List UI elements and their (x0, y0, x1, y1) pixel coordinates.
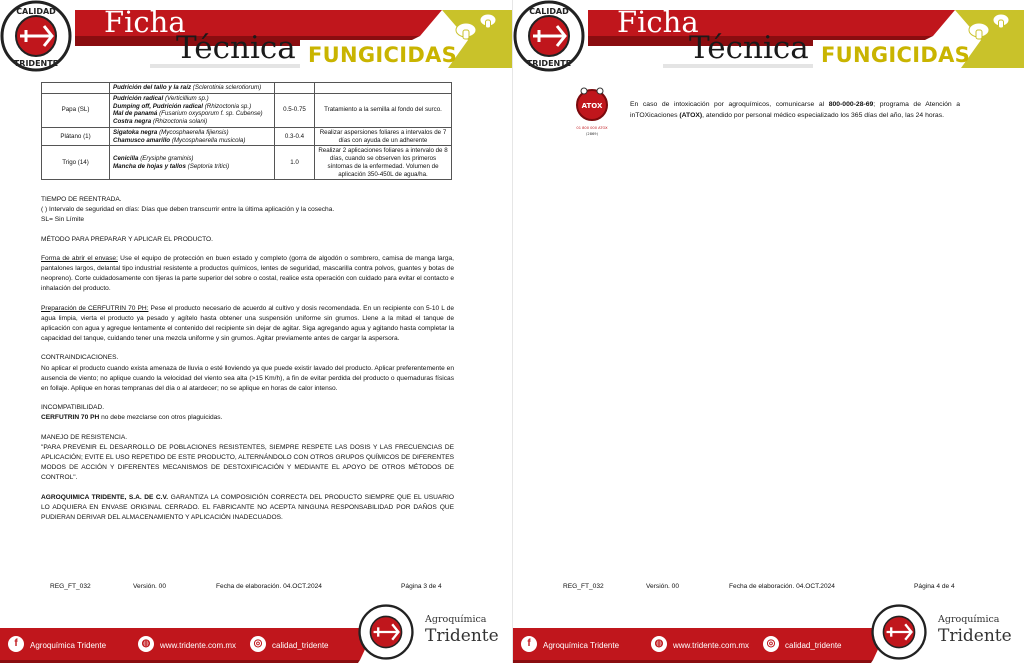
table-row (42, 127, 452, 146)
reentry-line-1: ( ) Intervalo de seguridad en días: Días que deben transcurrir entre la última aplicación y la cosecha. (41, 206, 335, 214)
contra-text: No aplicar el producto cuando exista amenaza de lluvia o esté lloviendo ya que puede existir lavado del producto. Aplicar preferentemente en ausencia de viento; no aplique cuando la velocidad del viento sea alta (>15 Km/h), a fin de evitar perdida del producto o quemaduras físicas en follaje. Aplique en horas tempranas del día o al atardecer; no se aplique en horas de calor intenso. (41, 364, 454, 393)
elaboration-date: Fecha de elaboración. 04.OCT.2024 (216, 583, 322, 590)
footer-logo-icon (871, 604, 927, 660)
crop-cell (42, 83, 110, 94)
open-paragraph (41, 254, 454, 295)
instagram-link[interactable]: calidad_tridente (272, 641, 329, 650)
guarantee-paragraph (41, 493, 454, 524)
incompat-title: INCOMPATIBILIDAD. (41, 404, 105, 412)
resist-text: "PARA PREVENIR EL DESARROLLO DE POBLACIONES RESISTENTES, SIEMPRE RESPETE LAS DOSIS Y LAS FRECUENCIAS DE APLICACIÓN; EVITE EL USO REPETIDO DE ESTE PRODUCTO, ALTERNÁNDOLO CON OTROS GRUPOS QUÍMICOS DE DIFERENTES MODOS DE ACCIÓN Y DIFERENTES MECANISMOS DE DESTOXIFICACIÓN Y MEDIANTE EL APOYO DE OTROS MÉTODOS DE CONTROL". (41, 443, 454, 482)
resist-title: MANEJO DE RESISTENCIA. (41, 433, 128, 441)
atox-paragraph: En caso de intoxicación por agroquímicos, comunicarse al 800-000-28-69; programa de Atención a inTOXicaciones (ATOX), atendido por personal médico especializado los 365 días del año, las 24 horas. (630, 101, 960, 119)
title-tecnica: Técnica (689, 30, 809, 66)
footer-logo-icon (358, 604, 414, 660)
version: Versión. 00 (133, 583, 167, 590)
dosage-table (41, 82, 452, 180)
crop-cell: Plátano (1) (42, 127, 110, 146)
table-row (42, 146, 452, 180)
instagram-icon[interactable]: ◎ (250, 636, 266, 652)
incompat-text: no debe mezclarse con otros plaguicidas. (99, 414, 223, 422)
open-label: Forma de abrir el envase: (41, 254, 118, 262)
disease-cell: Sigatoka negra (Mycosphaerella fijiensis) Chamusco amarillo (Mycosphaerella musicola) (110, 127, 275, 146)
page-header (513, 0, 1024, 78)
page-number: Página 4 de 4 (914, 583, 955, 590)
version: Versión. 00 (646, 583, 680, 590)
title-tecnica: Técnica (176, 30, 296, 66)
atox-badge-digits: (2869) (586, 132, 598, 136)
title-ficha: Ficha (617, 5, 699, 39)
guarantee-text: GARANTIZA LA COMPOSICIÓN CORRECTA DEL PRODUCTO SIEMPRE QUE EL USUARIO LO ADQUIERA EN ENVASE ORIGINAL CERRADO. EL FABRICANTE NO ACEPTA NINGUNA RESPONSABILIDAD POR DAÑOS QUE PUDIERAN DERIVAR DEL ALMACENAMIENTO Y APLICACIÓN INADECUADOS. (41, 493, 455, 522)
method-title: MÉTODO PARA PREPARAR Y APLICAR EL PRODUCTO. (41, 235, 213, 243)
disease-cell: Pudrición del tallo y la raíz (Sclerotinia sclerotiorum) (110, 83, 275, 94)
website-link[interactable]: www.tridente.com.mx (160, 641, 237, 650)
guarantee-company: AGROQUIMICA TRIDENTE, S.A. DE C.V. (41, 493, 169, 501)
page-number: Página 3 de 4 (401, 583, 442, 590)
notes-cell (315, 83, 452, 94)
prep-text: Pese el producto necesario de acuerdo al cultivo y dosis recomendada. En un recipiente con 5-10 L de agua limpia, vierta el producto ya pesado y agítelo hasta obtener una suspensión uniforme sin grumos. Llene a la mitad el tanque de aplicación con agua y agregue lentamente el contenido del recipiente sin dejar de agitar. Siga agregando agua y agitando hasta completar la capacidad del tanque, cuidando tener una mezcla uniforme y sin grumos. Agitar previamente antes de cargar la aspersora. (41, 304, 454, 343)
reg-code: REG_FT_032 (563, 583, 604, 590)
globe-icon[interactable]: ◍ (651, 636, 667, 652)
prep-paragraph (41, 304, 454, 345)
prep-label: Preparación de CERFUTRIN 70 PH: (41, 304, 149, 312)
notes-cell: Tratamiento a la semilla al fondo del surco. (315, 93, 452, 127)
table-row (42, 83, 452, 94)
brand-top: Agroquímica (938, 614, 1000, 625)
website-link[interactable]: www.tridente.com.mx (673, 641, 750, 650)
reentry-title: TIEMPO DE REENTRADA. (41, 196, 122, 203)
instagram-icon[interactable]: ◎ (763, 636, 779, 652)
contra-title: CONTRAINDICACIONES. (41, 354, 119, 362)
disease-cell: Pudrición radical (Verticillium sp.) Dumping off, Pudrición radical (Rhizoctonia sp.) Mal de panamá (Fusarium oxysporum f. sp. Cubense) Costra negra (Rhizoctonia solani) (110, 93, 275, 127)
title-ficha: Ficha (104, 5, 186, 39)
table-row (42, 93, 452, 127)
reentry-line-2: SL= Sin Límite (41, 216, 85, 224)
elaboration-date: Fecha de elaboración. 04.OCT.2024 (729, 583, 835, 590)
reg-code: REG_FT_032 (50, 583, 91, 590)
notes-cell: Realizar 2 aplicaciones foliares a intervalo de 8 días, cuando se observen los primeros síntomas de la enfermedad. Volumen de aplicación 350-450L de agua/ha. (315, 146, 452, 180)
brand-bottom: Tridente (425, 626, 499, 646)
instagram-link[interactable]: calidad_tridente (785, 641, 842, 650)
crop-cell: Trigo (14) (42, 146, 110, 180)
brand-bottom: Tridente (938, 626, 1012, 646)
document-page-4 (512, 0, 1024, 663)
incompat-product: CERFUTRIN 70 PH (41, 414, 100, 422)
brand-top: Agroquímica (425, 614, 487, 625)
dose-cell (275, 83, 315, 94)
disease-cell: Cenicilla (Erysiphe graminis) Mancha de hojas y tallos (Septoria tritici) (110, 146, 275, 180)
dose-cell: 1.0 (275, 146, 315, 180)
trident-logo-icon (0, 0, 72, 72)
atox-badge: ATOX (581, 102, 603, 110)
facebook-link[interactable]: Agroquímica Tridente (543, 641, 620, 650)
document-body (41, 195, 454, 523)
logo-text-top: CALIDAD (16, 7, 56, 16)
category-label: FUNGICIDAS (821, 43, 971, 67)
atox-logo-icon (569, 84, 615, 140)
facebook-icon[interactable]: f (8, 636, 24, 652)
facebook-icon[interactable]: f (521, 636, 537, 652)
dose-cell: 0.5-0.75 (275, 93, 315, 127)
category-label: FUNGICIDAS (308, 43, 458, 67)
crop-cell: Papa (SL) (42, 93, 110, 127)
incompat-paragraph (41, 413, 454, 423)
notes-cell: Realizar aspersiones foliares a intervalos de 7 días con ayuda de un adherente (315, 127, 452, 146)
atox-badge-phone: 01 800 000 ATOX (576, 126, 608, 130)
atox-phone[interactable]: 800-000-28-69 (828, 101, 874, 108)
open-text: Use el equipo de protección en buen estado y completo (gorra de algodón o sombrero, camisa de manga larga, pantalones largos, delantal tipo industrial resistente a productos químicos, lentes de seguridad, mascarilla contra polvos, guantes y botas de neopreno). Corte cuidadosamente con tijeras la parte superior del sobre o costal, realice esta operación con cuidado para evitar el contacto e inhalación del producto. (41, 254, 454, 293)
logo-text-bottom: TRIDENTE (526, 59, 572, 68)
atox-acronym: (ATOX) (679, 112, 703, 119)
logo-text-top: CALIDAD (529, 7, 569, 16)
trident-logo-icon (513, 0, 585, 72)
dose-cell: 0.3-0.4 (275, 127, 315, 146)
page-header (0, 0, 512, 78)
logo-text-bottom: TRIDENTE (13, 59, 59, 68)
facebook-link[interactable]: Agroquímica Tridente (30, 641, 107, 650)
globe-icon[interactable]: ◍ (138, 636, 154, 652)
